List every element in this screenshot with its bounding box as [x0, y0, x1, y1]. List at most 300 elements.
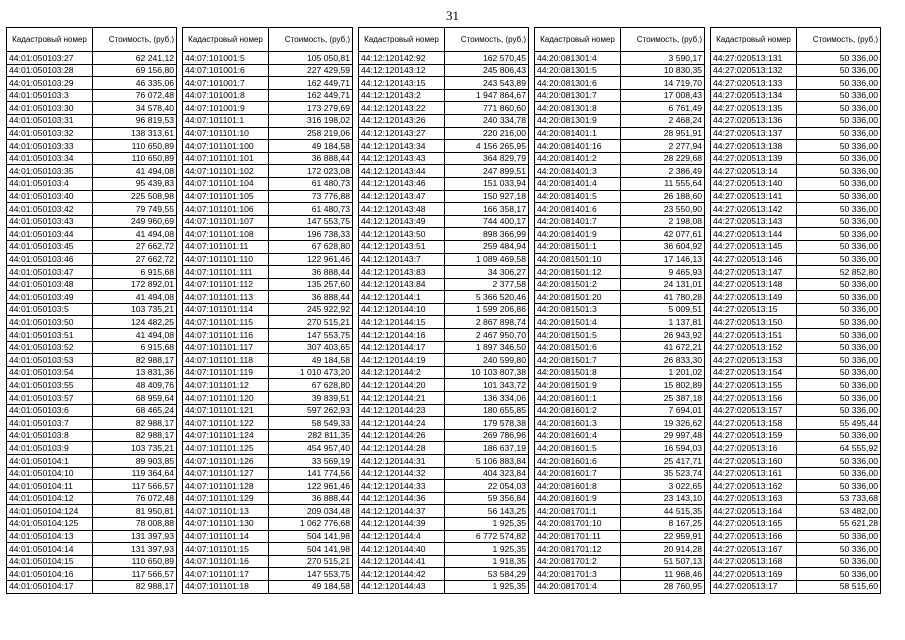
cost-cell: 41 672,21 — [621, 341, 705, 354]
cost-cell: 59 356,84 — [445, 492, 529, 505]
cost-cell: 56 143,25 — [445, 505, 529, 518]
cadastral-number-cell: 44:12:120144:33 — [359, 480, 445, 493]
table-row — [359, 404, 529, 417]
cost-cell: 270 515,21 — [269, 555, 353, 568]
table-row — [359, 366, 529, 379]
header-code: Кадастровый номер — [359, 28, 445, 52]
table-row — [7, 253, 177, 266]
cadastral-number-cell: 44:20:081401:6 — [535, 203, 621, 216]
cost-cell: 147 553,75 — [269, 329, 353, 342]
cadastral-number-cell: 44:12:120144:15 — [359, 316, 445, 329]
cost-cell: 50 336,00 — [797, 253, 881, 266]
table-row — [7, 190, 177, 203]
table-row — [183, 291, 353, 304]
cadastral-number-cell: 44:01:050103:44 — [7, 228, 93, 241]
cadastral-number-cell: 44:12:120143:49 — [359, 215, 445, 228]
table-row — [7, 417, 177, 430]
cadastral-number-cell: 44:27:020513:154 — [711, 366, 797, 379]
table-row — [535, 266, 705, 279]
cost-cell: 81 950,81 — [93, 505, 177, 518]
cadastral-number-cell: 44:07:101001:6 — [183, 64, 269, 77]
table-row — [359, 215, 529, 228]
cadastral-number-cell: 44:20:081501:6 — [535, 341, 621, 354]
cadastral-number-cell: 44:20:081701:1 — [535, 505, 621, 518]
table-row — [359, 127, 529, 140]
cadastral-number-cell: 44:12:120143:83 — [359, 266, 445, 279]
cadastral-number-cell: 44:27:020513:150 — [711, 316, 797, 329]
table-row — [359, 291, 529, 304]
table-row — [359, 253, 529, 266]
cadastral-number-cell: 44:12:120144:39 — [359, 517, 445, 530]
table-row — [535, 517, 705, 530]
cost-cell: 147 553,75 — [269, 215, 353, 228]
cost-cell: 2 277,94 — [621, 140, 705, 153]
header-cost: Стоимость, (руб.) — [93, 28, 177, 52]
cadastral-number-cell: 44:12:120143:43 — [359, 152, 445, 165]
table-row — [7, 52, 177, 65]
cadastral-number-cell: 44:07:101101:125 — [183, 442, 269, 455]
cost-cell: 240 599,80 — [445, 354, 529, 367]
table-row — [7, 278, 177, 291]
table-row — [7, 543, 177, 556]
cost-cell: 22 959,91 — [621, 530, 705, 543]
cadastral-number-cell: 44:20:081301:9 — [535, 114, 621, 127]
table-row — [7, 366, 177, 379]
cadastral-number-cell: 44:20:081501:9 — [535, 379, 621, 392]
cost-cell: 245 922,92 — [269, 303, 353, 316]
cost-cell: 147 553,75 — [269, 568, 353, 581]
table-row — [359, 517, 529, 530]
cadastral-number-cell: 44:27:020513:159 — [711, 429, 797, 442]
cost-cell: 50 336,00 — [797, 52, 881, 65]
cost-cell: 13 831,36 — [93, 366, 177, 379]
cadastral-number-cell: 44:20:081301:7 — [535, 89, 621, 102]
table-row — [535, 253, 705, 266]
cadastral-number-cell: 44:27:020513:153 — [711, 354, 797, 367]
table-row — [183, 253, 353, 266]
cadastral-number-cell: 44:12:120143:47 — [359, 190, 445, 203]
table-row — [183, 341, 353, 354]
table-row — [7, 455, 177, 468]
cost-cell: 1 201,02 — [621, 366, 705, 379]
cost-cell: 61 480,73 — [269, 177, 353, 190]
table-row — [535, 379, 705, 392]
cadastral-number-cell: 44:27:020513:158 — [711, 417, 797, 430]
cost-cell: 110 650,89 — [93, 555, 177, 568]
cost-cell: 50 336,00 — [797, 480, 881, 493]
cadastral-number-cell: 44:12:120143:12 — [359, 64, 445, 77]
cost-cell: 744 400,17 — [445, 215, 529, 228]
cadastral-number-cell: 44:27:020513:160 — [711, 455, 797, 468]
cadastral-number-cell: 44:01:050103:33 — [7, 140, 93, 153]
table-row — [7, 127, 177, 140]
cadastral-number-cell: 44:27:020513:132 — [711, 64, 797, 77]
cost-cell: 2 468,24 — [621, 114, 705, 127]
header-cost: Стоимость, (руб.) — [445, 28, 529, 52]
cadastral-number-cell: 44:20:081401:5 — [535, 190, 621, 203]
cost-cell: 50 336,00 — [797, 354, 881, 367]
cost-cell: 36 888,44 — [269, 152, 353, 165]
cost-cell: 141 774,56 — [269, 467, 353, 480]
cadastral-number-cell: 44:27:020513:167 — [711, 543, 797, 556]
table-row — [359, 329, 529, 342]
table-row — [711, 316, 881, 329]
table-row — [7, 114, 177, 127]
cadastral-number-cell: 44:07:101101:117 — [183, 341, 269, 354]
cadastre-table-3 — [358, 27, 529, 594]
table-row — [183, 517, 353, 530]
cadastral-number-cell: 44:12:120143:26 — [359, 114, 445, 127]
cadastral-number-cell: 44:07:101101:121 — [183, 404, 269, 417]
cadastral-number-cell: 44:20:081401:2 — [535, 152, 621, 165]
table-row — [7, 77, 177, 90]
cadastral-number-cell: 44:01:050103:52 — [7, 341, 93, 354]
cadastral-number-cell: 44:12:120144:43 — [359, 580, 445, 593]
cost-cell: 50 336,00 — [797, 278, 881, 291]
cost-cell: 42 077,61 — [621, 228, 705, 241]
cost-cell: 15 802,89 — [621, 379, 705, 392]
cost-cell: 172 023,08 — [269, 165, 353, 178]
cost-cell: 117 566,57 — [93, 568, 177, 581]
cost-cell: 162 449,71 — [269, 77, 353, 90]
header-cost: Стоимость, (руб.) — [797, 28, 881, 52]
cadastral-number-cell: 44:12:120143:7 — [359, 253, 445, 266]
cadastral-number-cell: 44:07:101101:127 — [183, 467, 269, 480]
cadastral-number-cell: 44:20:081401:1 — [535, 127, 621, 140]
cost-cell: 50 336,00 — [797, 291, 881, 304]
table-row — [535, 203, 705, 216]
cost-cell: 240 334,78 — [445, 114, 529, 127]
table-row — [7, 291, 177, 304]
table-row — [183, 203, 353, 216]
table-row — [711, 417, 881, 430]
cost-cell: 53 482,00 — [797, 505, 881, 518]
table-row — [711, 64, 881, 77]
table-row — [711, 140, 881, 153]
table-row — [535, 505, 705, 518]
table-row — [7, 329, 177, 342]
cadastral-number-cell: 44:07:101101:120 — [183, 392, 269, 405]
table-row — [359, 467, 529, 480]
table-row — [535, 492, 705, 505]
cadastral-number-cell: 44:20:081501:4 — [535, 316, 621, 329]
cost-cell: 1 599 206,86 — [445, 303, 529, 316]
cadastral-number-cell: 44:20:081501:12 — [535, 266, 621, 279]
cadastral-number-cell: 44:27:020513:142 — [711, 203, 797, 216]
cost-cell: 245 806,43 — [445, 64, 529, 77]
cadastral-number-cell: 44:12:120144:21 — [359, 392, 445, 405]
cost-cell: 270 515,21 — [269, 316, 353, 329]
cadastral-number-cell: 44:20:081501:7 — [535, 354, 621, 367]
table-row — [711, 278, 881, 291]
cadastral-number-cell: 44:01:050104:14 — [7, 543, 93, 556]
cadastral-number-cell: 44:12:120143:46 — [359, 177, 445, 190]
cadastral-number-cell: 44:01:050103:46 — [7, 253, 93, 266]
cadastral-number-cell: 44:01:050103:31 — [7, 114, 93, 127]
cost-cell: 39 839,51 — [269, 392, 353, 405]
cost-cell: 82 988,17 — [93, 429, 177, 442]
cost-cell: 898 366,99 — [445, 228, 529, 241]
header-cost: Стоимость, (руб.) — [269, 28, 353, 52]
cost-cell: 10 830,35 — [621, 64, 705, 77]
table-row — [535, 580, 705, 593]
table-row — [535, 543, 705, 556]
header-code: Кадастровый номер — [711, 28, 797, 52]
cost-cell: 34 306,27 — [445, 266, 529, 279]
cadastral-number-cell: 44:12:120144:28 — [359, 442, 445, 455]
cadastre-table-4 — [534, 27, 705, 594]
cost-cell: 124 482,25 — [93, 316, 177, 329]
cost-cell: 122 961,46 — [269, 253, 353, 266]
cadastral-number-cell: 44:07:101101:122 — [183, 417, 269, 430]
cost-cell: 41 780,28 — [621, 291, 705, 304]
cadastral-number-cell: 44:01:050104:125 — [7, 517, 93, 530]
cost-cell: 166 358,17 — [445, 203, 529, 216]
cadastral-number-cell: 44:07:101001:5 — [183, 52, 269, 65]
cadastral-number-cell: 44:07:101101:129 — [183, 492, 269, 505]
table-row — [535, 291, 705, 304]
cost-cell: 67 628,80 — [269, 379, 353, 392]
table-row — [359, 429, 529, 442]
cost-cell: 7 694,01 — [621, 404, 705, 417]
cadastral-number-cell: 44:07:101101:115 — [183, 316, 269, 329]
cost-cell: 50 336,00 — [797, 530, 881, 543]
cost-cell: 76 072,48 — [93, 89, 177, 102]
cost-cell: 68 959,64 — [93, 392, 177, 405]
cost-cell: 151 033,94 — [445, 177, 529, 190]
table-row — [359, 52, 529, 65]
cost-cell: 26 833,30 — [621, 354, 705, 367]
table-row — [7, 354, 177, 367]
cadastral-number-cell: 44:07:101101:128 — [183, 480, 269, 493]
cadastral-number-cell: 44:12:120143:48 — [359, 203, 445, 216]
cost-cell: 24 131,01 — [621, 278, 705, 291]
table-row — [359, 89, 529, 102]
cadastral-number-cell: 44:01:050103:32 — [7, 127, 93, 140]
table-row — [183, 177, 353, 190]
cost-cell: 5 366 520,46 — [445, 291, 529, 304]
cadastral-number-cell: 44:27:020513:134 — [711, 89, 797, 102]
cost-cell: 282 811,35 — [269, 429, 353, 442]
table-row — [183, 316, 353, 329]
cadastral-number-cell: 44:07:101101:16 — [183, 555, 269, 568]
table-row — [359, 480, 529, 493]
cadastral-number-cell: 44:20:081701:11 — [535, 530, 621, 543]
cost-cell: 247 899,51 — [445, 165, 529, 178]
cost-cell: 1 925,35 — [445, 543, 529, 556]
cost-cell: 50 336,00 — [797, 215, 881, 228]
cost-cell: 23 143,10 — [621, 492, 705, 505]
header-code: Кадастровый номер — [183, 28, 269, 52]
cost-cell: 1 062 776,68 — [269, 517, 353, 530]
cadastral-number-cell: 44:01:050103:7 — [7, 417, 93, 430]
header-cost: Стоимость, (руб.) — [621, 28, 705, 52]
table-row — [359, 417, 529, 430]
cadastral-number-cell: 44:01:050103:51 — [7, 329, 93, 342]
table-row — [7, 177, 177, 190]
cost-cell: 110 650,89 — [93, 140, 177, 153]
cadastral-number-cell: 44:07:101101:102 — [183, 165, 269, 178]
cadastral-number-cell: 44:12:120143:84 — [359, 278, 445, 291]
cadastral-number-cell: 44:01:050103:6 — [7, 404, 93, 417]
table-row — [7, 140, 177, 153]
cadastral-number-cell: 44:20:081701:3 — [535, 568, 621, 581]
table-row — [7, 303, 177, 316]
table-row — [183, 568, 353, 581]
cadastral-number-cell: 44:07:101101:11 — [183, 240, 269, 253]
table-row — [711, 492, 881, 505]
cadastral-number-cell: 44:12:120142:92 — [359, 52, 445, 65]
cost-cell: 1 947 864,67 — [445, 89, 529, 102]
cadastral-number-cell: 44:01:050103:4 — [7, 177, 93, 190]
cadastral-number-cell: 44:01:050103:57 — [7, 392, 93, 405]
cadastral-number-cell: 44:27:020513:156 — [711, 392, 797, 405]
table-row — [535, 442, 705, 455]
cadastral-number-cell: 44:12:120144:1 — [359, 291, 445, 304]
table-row — [711, 480, 881, 493]
cadastral-number-cell: 44:07:101101:14 — [183, 530, 269, 543]
table-row — [711, 215, 881, 228]
table-row — [711, 114, 881, 127]
cadastral-number-cell: 44:07:101101:100 — [183, 140, 269, 153]
cadastral-number-cell: 44:20:081501:20 — [535, 291, 621, 304]
table-row — [7, 392, 177, 405]
cadastral-number-cell: 44:07:101101:10 — [183, 127, 269, 140]
cost-cell: 49 184,58 — [269, 354, 353, 367]
cadastral-number-cell: 44:07:101101:116 — [183, 329, 269, 342]
cadastral-number-cell: 44:27:020513:138 — [711, 140, 797, 153]
table-row — [711, 366, 881, 379]
cadastral-number-cell: 44:12:120144:37 — [359, 505, 445, 518]
table-row — [7, 165, 177, 178]
cost-cell: 36 888,44 — [269, 291, 353, 304]
cadastral-number-cell: 44:27:020513:168 — [711, 555, 797, 568]
table-row — [535, 555, 705, 568]
cadastral-number-cell: 44:27:020513:137 — [711, 127, 797, 140]
table-row — [183, 354, 353, 367]
cadastral-number-cell: 44:07:101101:114 — [183, 303, 269, 316]
cost-cell: 1 918,35 — [445, 555, 529, 568]
table-row — [711, 568, 881, 581]
cost-cell: 1 925,35 — [445, 517, 529, 530]
cadastral-number-cell: 44:01:050104:17 — [7, 580, 93, 593]
cost-cell: 61 480,73 — [269, 203, 353, 216]
cost-cell: 36 888,44 — [269, 492, 353, 505]
cost-cell: 316 198,02 — [269, 114, 353, 127]
table-row — [183, 102, 353, 115]
cost-cell: 82 988,17 — [93, 417, 177, 430]
cost-cell: 79 749,55 — [93, 203, 177, 216]
cadastral-number-cell: 44:01:050103:54 — [7, 366, 93, 379]
table-row — [711, 228, 881, 241]
cost-cell: 27 662,72 — [93, 240, 177, 253]
table-row — [183, 127, 353, 140]
table-row — [535, 165, 705, 178]
cost-cell: 259 484,94 — [445, 240, 529, 253]
cadastral-number-cell: 44:27:020513:145 — [711, 240, 797, 253]
cost-cell: 110 650,89 — [93, 152, 177, 165]
cost-cell: 51 507,13 — [621, 555, 705, 568]
cadastral-number-cell: 44:01:050103:9 — [7, 442, 93, 455]
cost-cell: 50 336,00 — [797, 568, 881, 581]
cost-cell: 404 323,84 — [445, 467, 529, 480]
cost-cell: 50 336,00 — [797, 228, 881, 241]
cadastral-number-cell: 44:20:081601:5 — [535, 442, 621, 455]
cadastral-number-cell: 44:27:020513:148 — [711, 278, 797, 291]
cost-cell: 49 184,58 — [269, 580, 353, 593]
table-row — [359, 354, 529, 367]
cadastral-number-cell: 44:01:050103:40 — [7, 190, 93, 203]
cost-cell: 50 336,00 — [797, 455, 881, 468]
table-row — [711, 165, 881, 178]
cadastral-number-cell: 44:27:020513:16 — [711, 442, 797, 455]
cadastral-number-cell: 44:27:020513:164 — [711, 505, 797, 518]
table-row — [711, 517, 881, 530]
table-row — [359, 140, 529, 153]
cadastral-number-cell: 44:27:020513:161 — [711, 467, 797, 480]
cadastral-number-cell: 44:27:020513:162 — [711, 480, 797, 493]
header-code: Кадастровый номер — [535, 28, 621, 52]
cadastral-number-cell: 44:01:050104:16 — [7, 568, 93, 581]
table-row — [359, 64, 529, 77]
cadastral-number-cell: 44:27:020513:163 — [711, 492, 797, 505]
table-row — [359, 165, 529, 178]
table-row — [535, 530, 705, 543]
table-row — [7, 404, 177, 417]
cadastral-number-cell: 44:27:020513:136 — [711, 114, 797, 127]
cadastral-number-cell: 44:27:020513:140 — [711, 177, 797, 190]
table-row — [711, 329, 881, 342]
table-row — [535, 568, 705, 581]
table-row — [535, 77, 705, 90]
cost-cell: 3 022,65 — [621, 480, 705, 493]
cadastral-number-cell: 44:27:020513:14 — [711, 165, 797, 178]
cost-cell: 105 050,81 — [269, 52, 353, 65]
cadastral-number-cell: 44:01:050104:12 — [7, 492, 93, 505]
cost-cell: 23 550,90 — [621, 203, 705, 216]
cadastral-number-cell: 44:01:050103:48 — [7, 278, 93, 291]
table-row — [359, 341, 529, 354]
table-row — [359, 379, 529, 392]
table-row — [7, 228, 177, 241]
table-row — [359, 530, 529, 543]
cost-cell: 22 054,03 — [445, 480, 529, 493]
cost-cell: 16 594,03 — [621, 442, 705, 455]
cadastral-number-cell: 44:07:101101:101 — [183, 152, 269, 165]
cost-cell: 2 198,08 — [621, 215, 705, 228]
cost-cell: 5 009,51 — [621, 303, 705, 316]
cost-cell: 50 336,00 — [797, 329, 881, 342]
cost-cell: 179 578,38 — [445, 417, 529, 430]
cadastral-number-cell: 44:20:081701:2 — [535, 555, 621, 568]
table-row — [711, 127, 881, 140]
cost-cell: 307 403,65 — [269, 341, 353, 354]
cadastral-number-cell: 44:12:120144:24 — [359, 417, 445, 430]
table-row — [183, 77, 353, 90]
cadastral-number-cell: 44:01:050103:28 — [7, 64, 93, 77]
cadastral-number-cell: 44:20:081401:16 — [535, 140, 621, 153]
cost-cell: 597 262,93 — [269, 404, 353, 417]
table-row — [183, 366, 353, 379]
cadastral-number-cell: 44:07:101101:15 — [183, 543, 269, 556]
table-row — [183, 114, 353, 127]
cost-cell: 76 072,48 — [93, 492, 177, 505]
cost-cell: 68 465,24 — [93, 404, 177, 417]
table-row — [359, 190, 529, 203]
cost-cell: 50 336,00 — [797, 177, 881, 190]
cadastral-number-cell: 44:12:120144:10 — [359, 303, 445, 316]
table-row — [535, 102, 705, 115]
